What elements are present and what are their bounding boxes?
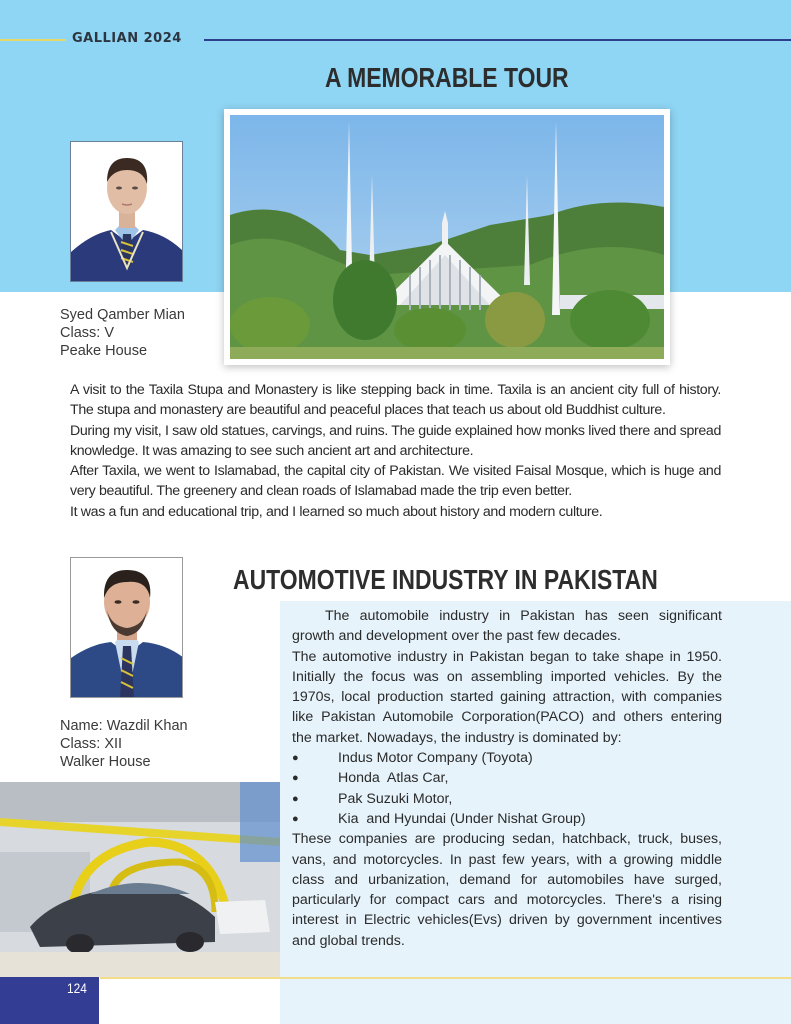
list-item [292,809,722,829]
paragraph-intro: The automobile industry in Pakistan has seen significant growth and development over the past few decades. [292,608,722,645]
faisal-mosque-photo [224,109,670,365]
author-photo-wazdil-khan [70,557,183,698]
magazine-title: GALLIAN 2024 [72,31,182,46]
mosque-image [230,115,664,359]
author-class: Class: V [60,325,114,341]
footer-rule [100,977,791,979]
portrait-image [71,142,183,282]
page-number: 124 [67,980,87,996]
paragraph: A visit to the Taxila Stupa and Monastery is like stepping back in time. Taxila is an ancient city full of history. The stupa and monastery are beautiful and peaceful places that teach us about old Buddhist culture. [70,382,721,419]
paragraph: After Taxila, we went to Islamabad, the capital city of Pakistan. We visited Faisal Mosque, which is huge and very beautiful. The greenery and clean roads of Islamabad made the trip even better. [70,463,721,500]
author-caption-tour [60,306,185,360]
header-rule-left [0,39,66,41]
bullet-icon: ● [292,812,299,825]
list-item [292,768,722,788]
author-name: Syed Qamber Mian [60,307,185,323]
article-body-tour [70,380,721,522]
author-photo-syed-qamber-mian [70,141,183,282]
author-class: Class: XII [60,736,123,752]
article-body-auto [292,606,722,951]
paragraph: It was a fun and educational trip, and I learned so much about history and modern culture. [70,503,603,520]
factory-image [0,782,280,977]
company-name: Kia and Hyundai (Under Nishat Group) [338,810,586,827]
bullet-icon: ● [292,792,299,805]
author-house: Peake House [60,343,148,359]
company-list [292,748,722,829]
list-item [292,748,722,768]
article-title-tour: A MEMORABLE TOUR [325,62,569,93]
list-item [292,789,722,809]
paragraph: During my visit, I saw old statues, carvings, and ruins. The guide explained how monks lived there and spread knowledge. It was amazing to see such ancient art and architecture. [70,422,721,459]
bullet-icon: ● [292,772,299,785]
company-name: Pak Suzuki Motor, [338,790,453,807]
author-caption-auto [60,717,188,771]
paragraph-history: The automotive industry in Pakistan began to take shape in 1950. Initially the focus was on assembling imported vehicles. By the 1970s, local production started gaining attraction, with companies like Pakistan Automobile Corporation(PACO) and others entering the market. Nowadays, the industry is dominated by: [292,648,722,746]
portrait-image [71,558,183,698]
company-name: Indus Motor Company (Toyota) [338,750,533,767]
paragraph-closing: These companies are producing sedan, hatchback, truck, buses, vans, and motorcycles. In past few years, with a growing middle class and urbanization, demand for automobiles have surged, particularly for compact cars and motorcycles. There's a rising interest in Electric vehicles(Evs) driven by government incentives and global trends. [292,831,722,949]
bullet-icon: ● [292,752,299,765]
header-rule-right [204,39,791,41]
author-house: Walker House [60,754,151,770]
car-factory-photo [0,782,280,977]
author-name: Name: Wazdil Khan [60,718,188,734]
article-title-auto: AUTOMOTIVE INDUSTRY IN PAKISTAN [233,564,658,595]
company-name: Honda Atlas Car, [338,770,449,787]
